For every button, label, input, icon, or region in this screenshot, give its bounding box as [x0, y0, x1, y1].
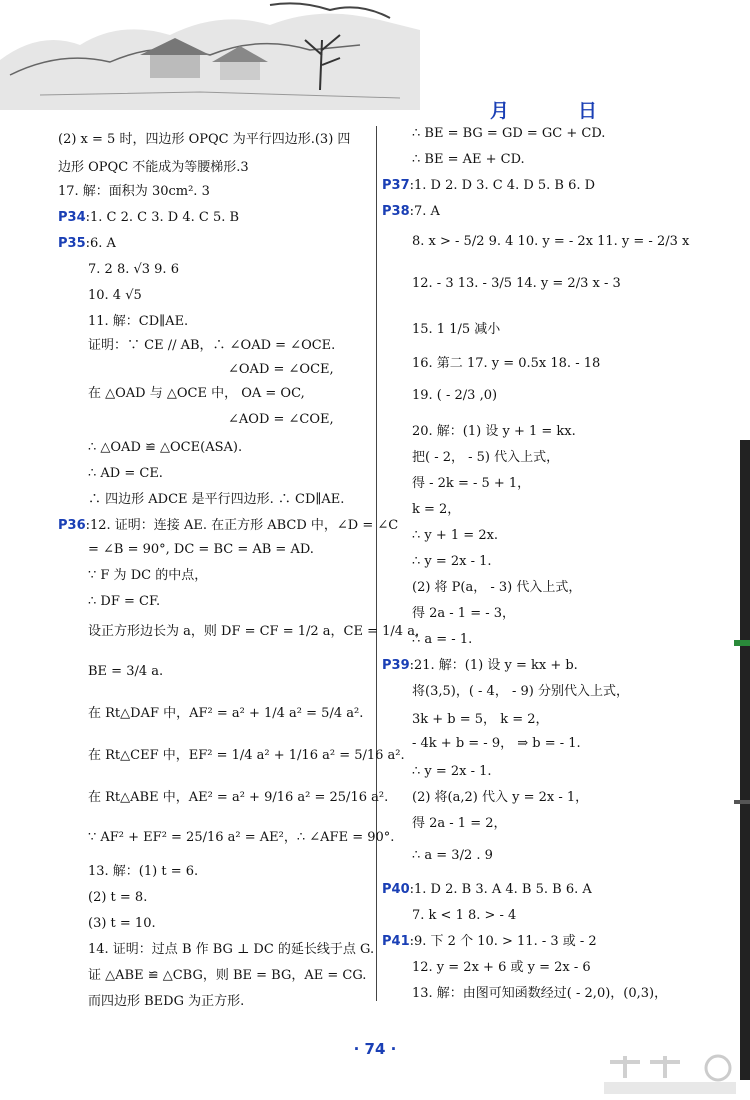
answer-text: ∠OAD = ∠OCE, — [228, 362, 334, 377]
answer-text: :7. A — [409, 204, 440, 219]
date-header — [480, 96, 630, 122]
month-label: 月 — [490, 100, 510, 122]
column-divider — [376, 126, 377, 1001]
answer-line — [58, 130, 350, 150]
landscape-illustration — [0, 0, 420, 110]
answer-line — [88, 662, 163, 682]
answer-line — [88, 888, 147, 908]
answer-text: 证 △ABE ≌ △CBG，则 BE = BG，AE = CG. — [88, 968, 367, 983]
answer-text: :1. D 2. B 3. A 4. B 5. B 6. A — [409, 882, 592, 897]
answer-text: :6. A — [85, 236, 116, 251]
answer-line — [58, 158, 249, 178]
answer-text: ∴ BE = AE + CD. — [412, 152, 525, 167]
answer-text: ∴ y = 2x - 1. — [412, 554, 492, 569]
answer-text: 14. 证明：过点 B 作 BG ⊥ DC 的延长线于点 G. — [88, 942, 375, 957]
answer-text: 17. 解：面积为 30cm². 3 — [58, 184, 210, 199]
answer-text: :1. D 2. D 3. C 4. D 5. B 6. D — [409, 178, 596, 193]
answer-text: (2) 将(a,2) 代入 y = 2x - 1， — [412, 790, 589, 805]
answer-line — [412, 274, 621, 294]
answer-line — [412, 474, 530, 494]
answer-line — [58, 208, 239, 228]
page-ref-label: P41 — [382, 934, 410, 949]
answer-text: 证明：∵ CE // AB，∴ ∠OAD = ∠OCE. — [88, 338, 336, 353]
answer-text: 8. x > - 5/2 9. 4 10. y = - 2x 11. y = - 2/3 x — [412, 234, 690, 249]
answer-text: 13. 解：(1) t = 6. — [88, 864, 199, 879]
answer-text: k = 2， — [412, 502, 461, 517]
answer-line — [88, 592, 160, 612]
answer-line — [88, 940, 374, 960]
answer-line — [382, 932, 597, 952]
answer-text: 16. 第二 17. y = 0.5x 18. - 18 — [412, 356, 601, 371]
answer-text: :1. C 2. C 3. D 4. C 5. B — [85, 210, 240, 225]
answer-line — [412, 762, 492, 782]
answer-line — [88, 490, 344, 510]
answer-line — [412, 422, 576, 442]
answer-line — [88, 788, 388, 808]
answer-line — [88, 746, 405, 766]
answer-text: = ∠B = 90°, DC = BC = AB = AD. — [88, 542, 314, 557]
answer-text: 得 - 2k = - 5 + 1， — [412, 476, 531, 491]
answer-text: 7. 2 8. √3 9. 6 — [88, 262, 179, 277]
answer-line — [88, 828, 394, 848]
answer-text: 11. 解：CD∥AE. — [88, 314, 189, 329]
answer-line — [412, 386, 497, 406]
answer-line — [88, 704, 363, 724]
answer-text: ∵ AF² + EF² = 25/16 a² = AE²，∴ ∠AFE = 90°. — [88, 830, 395, 845]
page-ref-label: P38 — [382, 204, 410, 219]
answer-line — [412, 500, 460, 520]
answer-line — [88, 260, 179, 280]
answer-line — [88, 992, 244, 1012]
page-number: · 74 · — [353, 1040, 397, 1058]
answer-line — [88, 914, 156, 934]
answer-text: 在 Rt△DAF 中，AF² = a² + 1/4 a² = 5/4 a². — [88, 706, 364, 721]
answer-line — [88, 622, 428, 642]
page-ref-label: P35 — [58, 236, 86, 251]
answer-text: 得 2a - 1 = - 3， — [412, 606, 516, 621]
answer-line — [58, 234, 116, 254]
answer-text: 在 △OAD 与 △OCE 中， OA = OC, — [88, 386, 305, 401]
answer-line — [382, 202, 440, 222]
answer-text: :9. 下 2 个 10. > 11. - 3 或 - 2 — [409, 934, 597, 949]
answer-line — [412, 578, 581, 598]
answer-text: 12. y = 2x + 6 或 y = 2x - 6 — [412, 960, 591, 975]
answer-text: BE = 3/4 a. — [88, 664, 164, 679]
answer-line — [412, 682, 629, 702]
answer-text: 边形 OPQC 不能成为等腰梯形.3 — [58, 160, 249, 175]
page-ref-label: P34 — [58, 210, 86, 225]
answer-line — [412, 814, 507, 834]
answer-text: 在 Rt△CEF 中，EF² = 1/4 a² + 1/16 a² = 5/16 a². — [88, 748, 405, 763]
answer-line — [412, 552, 492, 572]
answer-text: ∴ y + 1 = 2x. — [412, 528, 499, 543]
answer-line — [58, 182, 210, 202]
answer-text: 13. 解：由图可知函数经过( - 2,0)，(0,3)， — [412, 986, 668, 1001]
answer-text: ∴ y = 2x - 1. — [412, 764, 492, 779]
answer-text: ∴ AD = CE. — [88, 466, 163, 481]
answer-line — [412, 734, 581, 754]
day-label: 日 — [578, 100, 598, 122]
answer-text: 在 Rt△ABE 中，AE² = a² + 9/16 a² = 25/16 a². — [88, 790, 389, 805]
answer-line — [88, 286, 142, 306]
answer-text: - 4k + b = - 9， ⇒ b = - 1. — [412, 736, 581, 751]
answer-text: 7. k < 1 8. > - 4 — [412, 908, 517, 923]
answer-text: 将(3,5)，( - 4， - 9) 分别代入上式， — [412, 684, 629, 699]
answer-line — [88, 966, 366, 986]
answer-text: ∴ a = 3/2 . 9 — [412, 848, 493, 863]
answer-line — [412, 906, 516, 926]
answer-line — [412, 320, 500, 340]
answer-line — [412, 788, 588, 808]
answer-line — [382, 656, 578, 676]
answer-text: ∠AOD = ∠COE, — [228, 412, 334, 427]
answer-text: (2) 将 P(a， - 3) 代入上式， — [412, 580, 582, 595]
answer-line — [412, 710, 549, 730]
answer-line — [412, 984, 667, 1004]
answer-text: 20. 解：(1) 设 y + 1 = kx. — [412, 424, 576, 439]
answer-line — [88, 312, 188, 332]
answer-line — [382, 176, 595, 196]
answer-line — [88, 540, 314, 560]
answer-line — [412, 354, 600, 374]
answer-line — [382, 880, 592, 900]
answer-line — [412, 124, 605, 144]
page-ref-label: P39 — [382, 658, 410, 673]
answer-text: 19. ( - 2/3 ,0) — [412, 388, 498, 403]
answer-text: 把( - 2， - 5) 代入上式， — [412, 450, 560, 465]
answer-text: 而四边形 BEDG 为正方形. — [88, 994, 245, 1009]
watermark-logo — [600, 1052, 740, 1096]
page-edge-strip — [734, 440, 750, 1080]
page-ref-label: P40 — [382, 882, 410, 897]
answer-line — [228, 360, 334, 380]
answer-line — [412, 448, 559, 468]
answer-line — [412, 232, 689, 252]
answer-text: 3k + b = 5， k = 2， — [412, 712, 549, 727]
answer-text: ∴ △OAD ≌ △OCE(ASA). — [88, 440, 243, 455]
answer-text: (2) x = 5 时，四边形 OPQC 为平行四边形.(3) 四 — [58, 132, 351, 147]
answer-line — [88, 336, 335, 356]
answer-text: 10. 4 √5 — [88, 288, 142, 303]
answer-text: ∴ BE = BG = GD = GC + CD. — [412, 126, 606, 141]
page-ref-label: P36 — [58, 518, 86, 533]
answer-text: 12. - 3 13. - 3/5 14. y = 2/3 x - 3 — [412, 276, 621, 291]
answer-text: :12. 证明：连接 AE. 在正方形 ABCD 中，∠D = ∠C — [85, 518, 399, 533]
answer-line — [412, 958, 591, 978]
answer-line — [412, 630, 472, 650]
answer-text: (2) t = 8. — [88, 890, 148, 905]
answer-text: ∴ DF = CF. — [88, 594, 161, 609]
answer-line — [88, 862, 198, 882]
answer-text: (3) t = 10. — [88, 916, 156, 931]
answer-line — [412, 150, 525, 170]
answer-line — [88, 566, 207, 586]
answer-line — [228, 410, 334, 430]
answer-text: ∴ a = - 1. — [412, 632, 473, 647]
page-ref-label: P37 — [382, 178, 410, 193]
answer-text: 设正方形边长为 a，则 DF = CF = 1/2 a，CE = 1/4 a， — [88, 624, 428, 639]
answer-line — [58, 516, 398, 536]
answer-text: :21. 解：(1) 设 y = kx + b. — [409, 658, 578, 673]
answer-text: ∵ F 为 DC 的中点， — [88, 568, 208, 583]
answer-text: 得 2a - 1 = 2， — [412, 816, 507, 831]
answer-text: ∴ 四边形 ADCE 是平行四边形. ∴ CD∥AE. — [88, 492, 345, 507]
answer-line — [412, 604, 515, 624]
answer-line — [88, 464, 163, 484]
answer-line — [88, 384, 305, 404]
answer-line — [412, 846, 493, 866]
answer-text: 15. 1 1/5 减小 — [412, 322, 501, 337]
answer-line — [88, 438, 242, 458]
answer-line — [412, 526, 498, 546]
